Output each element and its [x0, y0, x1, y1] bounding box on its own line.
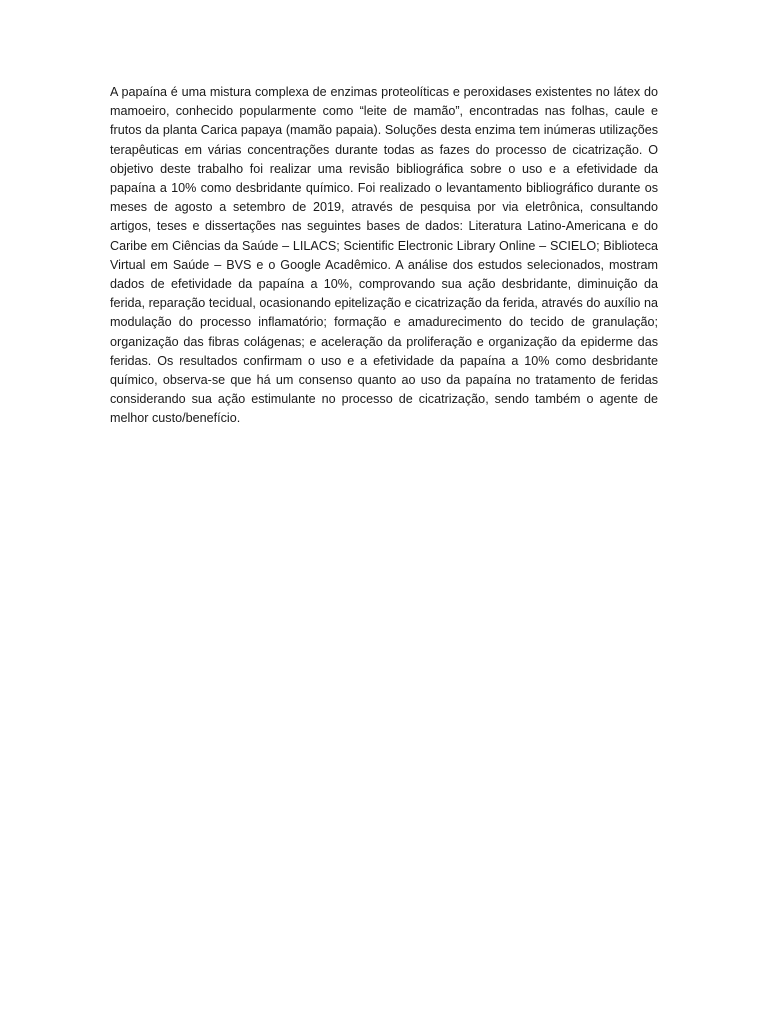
abstract-paragraph: A papaína é uma mistura complexa de enzimas proteolíticas e peroxidases existentes no látex do mamoeiro, conhecido popularmente como “leite de mamão”, encontradas nas folhas, caule e frutos da planta Carica papaya (mamão papaia). Soluções desta enzima tem inúmeras utilizações terapêuticas em várias concentrações durante todas as fazes do processo de cicatrização. O objetivo deste trabalho foi realizar uma revisão bibliográfica sobre o uso e a efetividade da papaína a 10% como desbridante químico. Foi realizado o levantamento bibliográfico durante os meses de agosto a setembro de 2019, através de pesquisa por via eletrônica, consultando artigos, teses e dissertações nas seguintes bases de dados: Literatura Latino-Americana e do Caribe em Ciências da Saúde – LILACS; Scientific Electronic Library Online – SCIELO; Biblioteca Virtual em Saúde – BVS e o Google Acadêmico. A análise dos estudos selecionados, mostram dados de efetividade da papaína a 10%, comprovando sua ação desbridante, diminuição da ferida, reparação tecidual, ocasionando epitelização e cicatrização da ferida, através do auxílio na modulação do processo inflamatório; formação e amadurecimento do tecido de granulação; organização das fibras colágenas; e aceleração da proliferação e organização da epiderme das feridas. Os resultados confirmam o uso e a efetividade da papaína a 10% como desbridante químico, observa-se que há um consenso quanto ao uso da papaína no tratamento de feridas considerando sua ação estimulante no processo de cicatrização, sendo também o agente de melhor custo/benefício. [110, 85, 658, 426]
